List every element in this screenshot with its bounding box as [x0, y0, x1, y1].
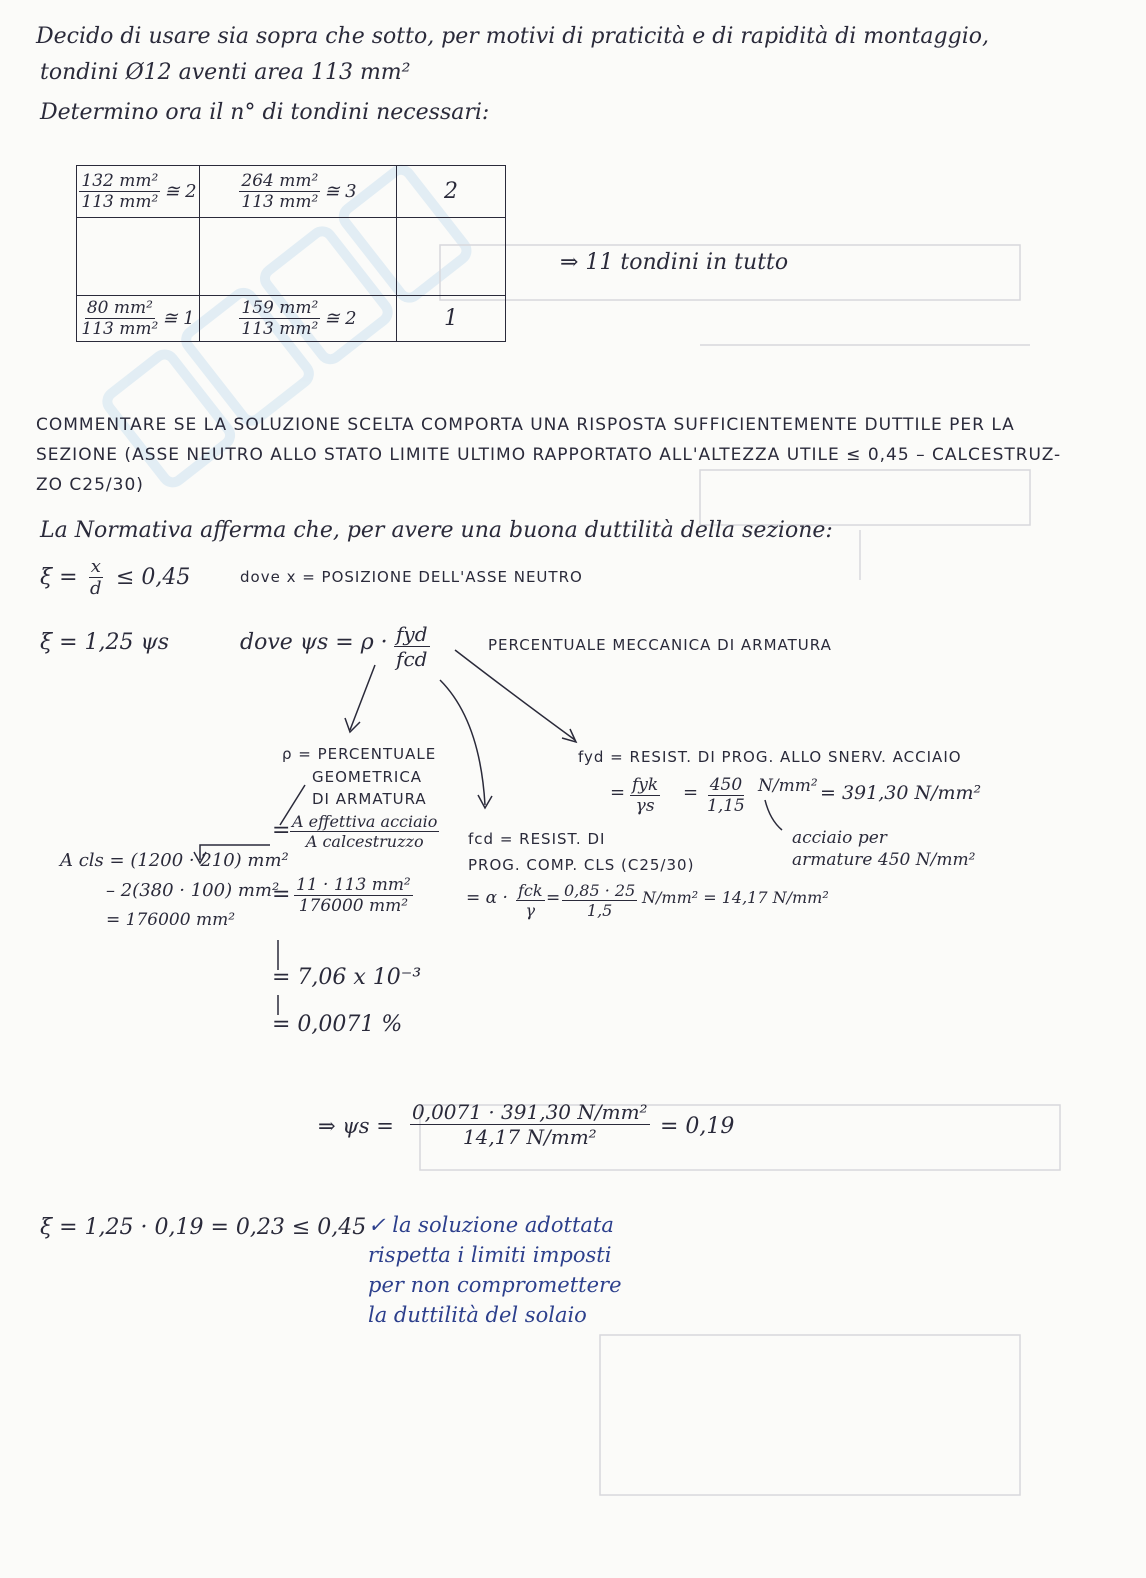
psi-numerator: fyd — [396, 622, 428, 646]
cell-count: 1 — [444, 306, 458, 331]
table-row — [77, 166, 506, 218]
rho-eq2-numerator: 11 · 113 mm² — [296, 875, 411, 895]
cell-denominator: 113 mm² — [241, 192, 319, 212]
fcd-title-2: PROG. COMP. CLS (C25/30) — [468, 856, 695, 874]
final-equation: ξ = 1,25 · 0,19 = 0,23 ≤ 0,45 — [40, 1215, 367, 1240]
fyd-title: fyd = RESIST. DI PROG. ALLO SNERV. ACCIAIO — [578, 748, 962, 766]
rho-eq1-numerator: A effettiva acciaio — [292, 812, 438, 831]
fyd-note-2: armature 450 N/mm² — [792, 850, 976, 870]
rho-eq1-equals: = — [272, 818, 291, 843]
intro-line-1: Decido di usare sia sopra che sotto, per motivi di praticità e di rapidità di montaggio, — [36, 24, 989, 49]
cell-result: ≅ 1 — [162, 308, 195, 329]
fcd-eq-lhs: = α · — [466, 888, 508, 908]
rho-title-1: ρ = PERCENTUALE — [282, 745, 437, 763]
rho-title-2: GEOMETRICA — [312, 768, 423, 786]
cell-denominator: 113 mm² — [241, 319, 319, 339]
rho-eq4: = 0,0071 % — [272, 1012, 403, 1037]
psi-lhs: ⇒ ψs = — [318, 1114, 394, 1138]
acls-line-2: – 2(380 · 100) mm² — [106, 880, 280, 901]
table-cell — [77, 218, 200, 296]
psi-label: PERCENTUALE MECCANICA DI ARMATURA — [488, 636, 832, 654]
fyd-fraction — [630, 775, 660, 816]
rho-eq2-denominator: 176000 mm² — [298, 896, 409, 916]
fcd-equals: = — [546, 888, 561, 908]
xi-lhs: ξ = — [40, 565, 78, 590]
fyd-value-numerator: 450 — [709, 775, 743, 795]
final-note-2: rispetta i limiti imposti — [368, 1243, 612, 1267]
psi-calc-denominator: 14,17 N/mm² — [462, 1125, 597, 1149]
final-note-3: per non compromettere — [368, 1273, 622, 1297]
table-result: ⇒ 11 tondini in tutto — [560, 250, 789, 275]
final-note-4: la duttilità del solaio — [368, 1303, 587, 1327]
acls-line-3: = 176000 mm² — [106, 910, 236, 930]
table-cell — [77, 166, 200, 218]
psi-definition: dove ψs = ρ · — [240, 630, 388, 655]
rho-title-3: DI ARMATURA — [312, 790, 427, 808]
intro-line-3: Determino ora il n° di tondini necessari: — [40, 100, 490, 125]
fyd-value-denominator: 1,15 — [707, 796, 745, 816]
rho-eq2-equals: = — [272, 882, 291, 907]
table-cell — [200, 296, 397, 342]
psi-calc-numerator: 0,0071 · 391,30 N/mm² — [412, 1100, 648, 1124]
xi-denominator: d — [90, 578, 102, 599]
cell-result: ≅ 2 — [164, 181, 197, 202]
cell-count: 2 — [444, 179, 458, 204]
fyd-equals: = — [610, 782, 626, 803]
xi-numerator: x — [90, 556, 101, 577]
bars-table — [76, 165, 506, 342]
xi-limit: ≤ 0,45 — [116, 565, 191, 590]
psi-result: = 0,19 — [660, 1114, 735, 1139]
xi-psi-relation: ξ = 1,25 ψs — [40, 630, 170, 655]
fcd-value-fraction — [562, 881, 637, 920]
cell-denominator: 113 mm² — [81, 319, 159, 339]
fcd-denominator: γ — [525, 901, 536, 920]
fyd-value-fraction — [705, 775, 747, 816]
intro-line-2: tondini Ø12 aventi area 113 mm² — [40, 60, 411, 85]
cell-result: ≅ 3 — [324, 181, 357, 202]
fcd-value-numerator: 0,85 · 25 — [564, 881, 636, 900]
xi-note: dove x = POSIZIONE DELL'ASSE NEUTRO — [240, 568, 583, 586]
cell-numerator: 80 mm² — [86, 298, 153, 318]
table-cell — [397, 296, 506, 342]
table-cell — [397, 166, 506, 218]
fcd-fraction — [516, 881, 545, 920]
rho-eq2-fraction — [294, 875, 413, 916]
rho-eq1-fraction — [290, 812, 439, 851]
psi-calc-fraction — [410, 1100, 650, 1149]
psi-fraction — [394, 622, 430, 671]
psi-denominator: fcd — [396, 647, 428, 671]
table-cell — [397, 218, 506, 296]
rho-eq1-denominator: A calcestruzzo — [305, 832, 424, 851]
cell-numerator: 264 mm² — [241, 171, 319, 191]
cell-numerator: 132 mm² — [81, 171, 159, 191]
fcd-numerator: fck — [518, 881, 543, 900]
table-cell — [200, 166, 397, 218]
table-cell — [77, 296, 200, 342]
question-line-3: ZO C25/30) — [36, 475, 144, 495]
xi-fraction — [88, 556, 104, 599]
question-line-1: COMMENTARE SE LA SOLUZIONE SCELTA COMPORTA UNA RISPOSTA SUFFICIENTEMENTE DUTTILE PER LA — [36, 415, 1015, 435]
rho-eq3: = 7,06 x 10⁻³ — [272, 965, 422, 990]
fcd-title-1: fcd = RESIST. DI — [468, 830, 606, 848]
fcd-value-denominator: 1,5 — [586, 901, 613, 920]
acls-line-1: A cls = (1200 · 210) mm² — [60, 850, 289, 871]
table-row — [77, 218, 506, 296]
table-cell — [200, 218, 397, 296]
fyd-numerator: fyk — [632, 775, 659, 795]
question-line-2: SEZIONE (ASSE NEUTRO ALLO STATO LIMITE ULTIMO RAPPORTATO ALL'ALTEZZA UTILE ≤ 0,45 – CALCESTRUZ- — [36, 445, 1062, 465]
cell-result: ≅ 2 — [324, 308, 357, 329]
norm-statement: La Normativa afferma che, per avere una buona duttilità della sezione: — [40, 518, 833, 543]
cell-denominator: 113 mm² — [81, 192, 159, 212]
fcd-result: N/mm² = 14,17 N/mm² — [642, 888, 829, 907]
fyd-equals-2: = — [683, 782, 699, 803]
fyd-unit: N/mm² — [758, 776, 818, 796]
cell-numerator: 159 mm² — [241, 298, 319, 318]
fyd-result: = 391,30 N/mm² — [820, 782, 982, 804]
table-row — [77, 296, 506, 342]
fyd-denominator: γs — [635, 796, 655, 816]
final-note-1: ✓ la soluzione adottata — [368, 1213, 614, 1237]
fyd-note-1: acciaio per — [792, 828, 887, 848]
